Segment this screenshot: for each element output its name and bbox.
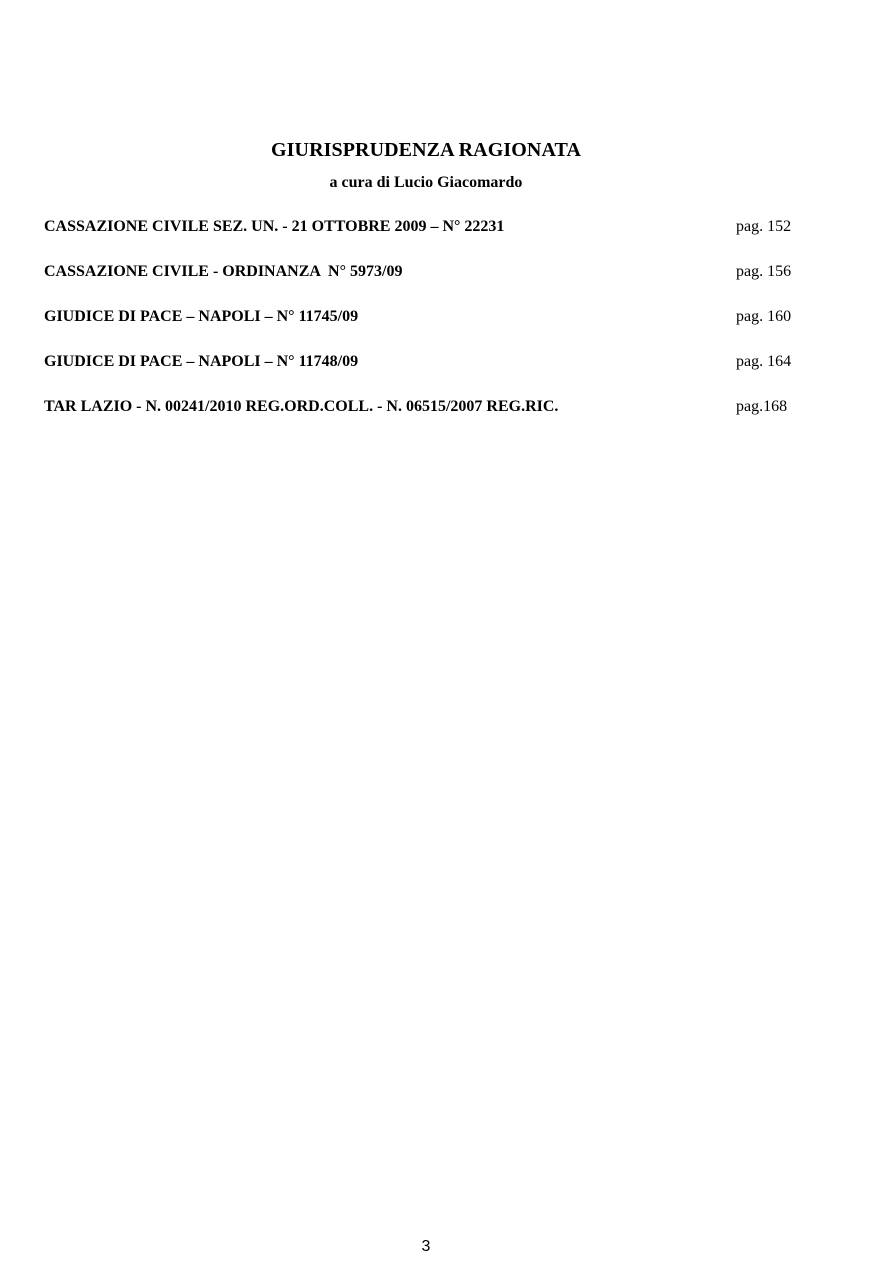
toc-entry-page: pag. 156	[736, 263, 792, 280]
toc-entry	[44, 216, 824, 261]
table-of-contents	[44, 216, 824, 441]
toc-entry-title: GIUDICE DI PACE – NAPOLI – N° 11745/09	[44, 308, 359, 325]
toc-entry	[44, 396, 824, 441]
page-title: GIURISPRUDENZA RAGIONATA	[270, 139, 582, 161]
page-number: 3	[421, 1238, 431, 1255]
toc-entry	[44, 261, 824, 306]
toc-entry-title: CASSAZIONE CIVILE - ORDINANZA N° 5973/09	[44, 263, 403, 280]
toc-entry	[44, 306, 824, 351]
toc-entry-page: pag. 152	[736, 218, 792, 235]
toc-entry	[44, 351, 824, 396]
toc-entry-title: GIUDICE DI PACE – NAPOLI – N° 11748/09	[44, 353, 359, 370]
toc-entry-title: CASSAZIONE CIVILE SEZ. UN. - 21 OTTOBRE 2009 – N° 22231	[44, 218, 505, 235]
toc-entry-page: pag. 160	[736, 308, 792, 325]
page-subtitle: a cura di Lucio Giacomardo	[329, 174, 523, 191]
toc-entry-title: TAR LAZIO - N. 00241/2010 REG.ORD.COLL. - N. 06515/2007 REG.RIC.	[44, 398, 559, 415]
toc-entry-page: pag. 164	[736, 353, 792, 370]
toc-entry-page: pag.168	[736, 398, 788, 415]
